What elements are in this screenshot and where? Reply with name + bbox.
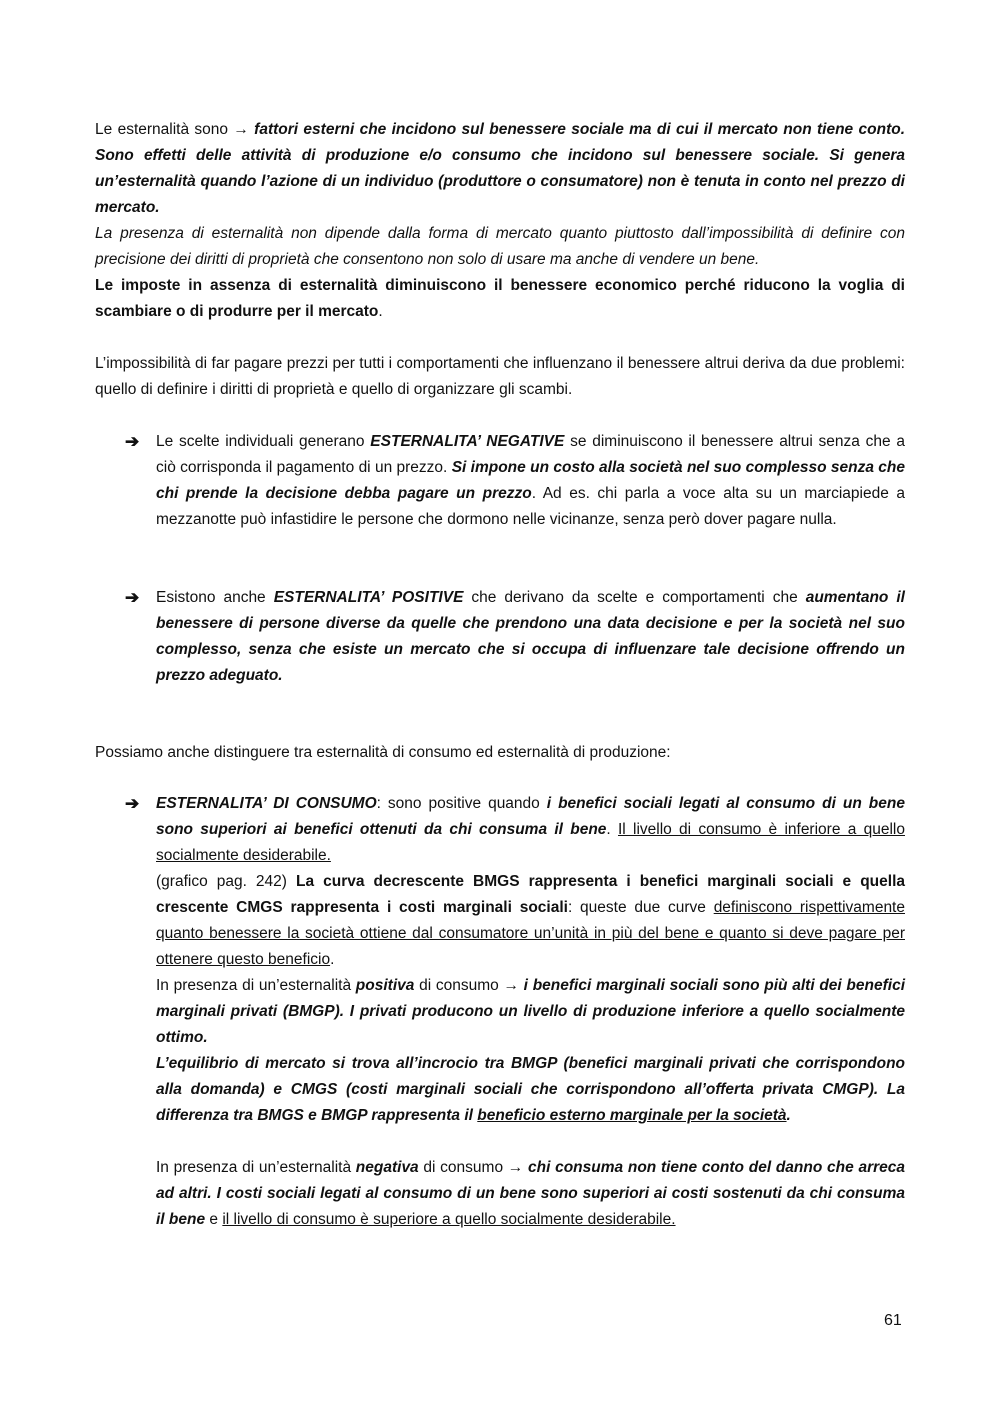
consumption-underlined: Il livello di consumo è inferiore a quello socialmente desiderabile. xyxy=(156,821,905,864)
negative-consumption-paragraph xyxy=(156,1155,905,1233)
impossibility-paragraph xyxy=(95,351,905,403)
cons-text-4: : queste due curve xyxy=(567,899,714,916)
cons-text-5: . xyxy=(330,951,335,968)
definition-paragraph xyxy=(95,117,905,221)
graph-reference: (grafico pag. 242) xyxy=(156,873,296,890)
neg-cons-text-3: e xyxy=(205,1211,223,1228)
bullet-arrow-icon: ➔ xyxy=(125,432,140,451)
positive-emphasis: aumentano il benessere di persone diverse da quelle che prendono una data decisione e per la società nel suo complesso, senza che esiste un mercato che si occupa di influenzare tale decisione offrendo un prezzo adeguato. xyxy=(156,589,905,684)
consumption-externalities-text xyxy=(156,791,905,1233)
consumption-externalities-item xyxy=(95,791,905,1233)
distinguish-text: Possiamo anche distinguere tra esternalità di consumo ed esternalità di produzione: xyxy=(95,744,671,761)
positive-consumption-paragraph xyxy=(156,973,905,1051)
arrow-icon: → xyxy=(503,977,519,994)
cons-text-6: In presenza di un’esternalità xyxy=(156,977,356,994)
distinguish-paragraph xyxy=(95,740,905,766)
positive-externalities-item xyxy=(95,585,905,689)
bullet-arrow-icon: ➔ xyxy=(125,794,140,813)
taxes-paragraph xyxy=(95,273,905,325)
curves-underlined: definiscono rispettivamente quanto benessere la società ottiene dal consumatore un’unità in più del bene e quanto si deve pagare per ottenere questo beneficio xyxy=(156,899,905,968)
positive-word: positiva xyxy=(355,977,415,994)
arrow-icon: → xyxy=(233,121,249,138)
negative-externalities-text xyxy=(156,429,905,533)
intro-lead: Le esternalità sono xyxy=(95,121,234,138)
neg-cons-text-2: di consumo xyxy=(418,1159,508,1176)
consumption-level-underlined: il livello di consumo è superiore a quello socialmente desiderabile. xyxy=(222,1211,676,1228)
arrow-icon: → xyxy=(507,1159,524,1176)
consumption-emphasis: i benefici sociali legati al consumo di un bene sono superiori ai benefici ottenuti da chi consuma il bene xyxy=(156,795,905,838)
neg-text-3: . Ad es. chi parla a voce alta su un marciapiede a mezzanotte può infastidire le persone che dormono nelle vicinanze, senza però dover pagare nulla. xyxy=(156,485,905,528)
positive-externalities-text xyxy=(156,585,905,689)
property-rights-paragraph: La presenza di esternalità non dipende dalla forma di mercato quanto piuttosto dall’impossibilità di definire con precisione dei diritti di proprietà che consentono non solo di usare ma anche di vendere un bene. xyxy=(95,225,905,268)
neg-text-1: Le scelte individuali generano xyxy=(156,433,371,450)
bullet-arrow-icon: ➔ xyxy=(125,588,140,607)
positive-term: ESTERNALITA’ POSITIVE xyxy=(273,589,464,606)
consumption-term: ESTERNALITA’ DI CONSUMO xyxy=(156,795,377,812)
marginal-benefits-text: i benefici marginali sociali sono più alti dei benefici marginali privati (BMGP). I privati producono un livello di produzione inferiore a quello socialmente ottimo. xyxy=(156,977,906,1046)
negative-word: negativa xyxy=(355,1159,419,1176)
intro-section xyxy=(95,117,905,325)
equilibrium-text: L’equilibrio di mercato si trova all’incrocio tra BMGP (benefici marginali privati che corrispondono alla domanda) e CMGS (costi marginali sociali che corrispondono all’offerta privata CMGP). La differenza tra BMGS e BMGP rappresenta il xyxy=(156,1055,905,1124)
equilibrium-paragraph xyxy=(156,1051,905,1129)
cons-text-1: : sono positive quando xyxy=(376,795,547,812)
negative-externalities-item xyxy=(95,429,905,533)
external-benefit-underlined: beneficio esterno marginale per la società xyxy=(477,1107,787,1124)
taxes-end: . xyxy=(378,303,383,320)
consumption-definition xyxy=(156,791,905,869)
curves-description: La curva decrescente BMGS rappresenta i benefici marginali sociali e quella crescente CMGS rappresenta i costi marginali sociali xyxy=(156,873,905,916)
neg-cons-text-1: In presenza di un’esternalità xyxy=(156,1159,356,1176)
negative-term: ESTERNALITA’ NEGATIVE xyxy=(370,433,565,450)
pos-text-2: che derivano da scelte e comportamenti che xyxy=(463,589,806,606)
cons-text-2: . xyxy=(606,821,618,838)
definition-text: fattori esterni che incidono sul benessere sociale ma di cui il mercato non tiene conto. Sono effetti delle attività di produzione e/o consumo che incidono sul benessere sociale. Si genera un’esternalità quando l’azione di un individuo (produttore o consumatore) non è tenuta in conto nel prezzo di mercato. xyxy=(95,121,905,216)
negative-emphasis: Si impone un costo alla società nel suo complesso senza che chi prende la decisione debba pagare un prezzo xyxy=(156,459,905,502)
page-number: 61 xyxy=(884,1312,902,1329)
cons-text-7: di consumo xyxy=(414,977,504,994)
social-costs-text: chi consuma non tiene conto del danno che arreca ad altri. I costi sociali legati al consumo di un bene sono superiori ai costi sostenuti da chi consuma il bene xyxy=(156,1159,906,1228)
taxes-text: Le imposte in assenza di esternalità diminuiscono il benessere economico perché riducono la voglia di scambiare o di produrre per il mercato xyxy=(95,277,905,320)
graph-paragraph xyxy=(156,869,905,973)
neg-text-2: se diminuiscono il benessere altrui senza che a ciò corrisponda il pagamento di un prezzo. xyxy=(156,433,905,476)
impossibility-text: L’impossibilità di far pagare prezzi per tutti i comportamenti che influenzano il benessere altrui deriva da due problemi: quello di definire i diritti di proprietà e quello di organizzare gli scambi. xyxy=(95,355,905,398)
equilibrium-end: . xyxy=(786,1107,791,1124)
pos-text-1: Esistono anche xyxy=(156,589,274,606)
